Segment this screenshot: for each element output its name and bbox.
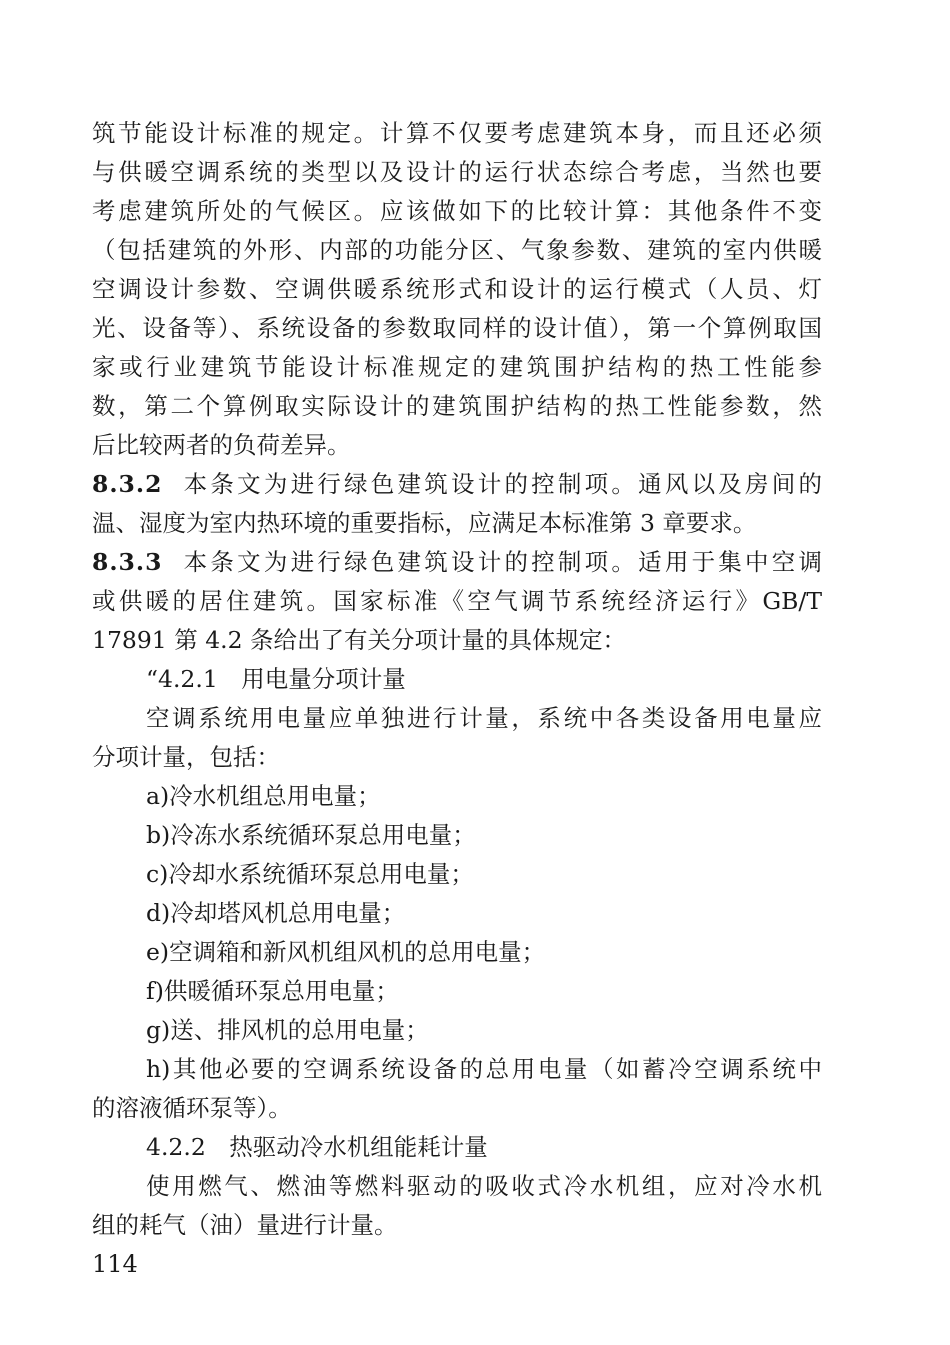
- list-item-continuation: 的溶液循环泵等）。: [92, 1094, 292, 1122]
- text-line: 温、湿度为室内热环境的重要指标，应满足本标准第 3 章要求。: [92, 509, 757, 537]
- clause-number: 8.3.2: [92, 470, 163, 498]
- quote-heading-4-2-2: 4.2.2 热驱动冷水机组能耗计量: [146, 1133, 488, 1161]
- text-line: 筑节能设计标准的规定。计算不仅要考虑建筑本身，而且还必须: [92, 119, 822, 147]
- text-line: 组的耗气（油）量进行计量。: [92, 1211, 398, 1239]
- text-line: 空调设计参数、空调供暖系统形式和设计的运行模式（人员、灯: [92, 275, 822, 303]
- text-line: 空调系统用电量应单独进行计量，系统中各类设备用电量应: [146, 704, 822, 732]
- text-line: 与供暖空调系统的类型以及设计的运行状态综合考虑，当然也要: [92, 158, 822, 186]
- text-line: 使用燃气、燃油等燃料驱动的吸收式冷水机组，应对冷水机: [146, 1172, 822, 1200]
- text-line: 光、设备等）、系统设备的参数取同样的设计值），第一个算例取国: [92, 314, 822, 342]
- text-line: 后比较两者的负荷差异。: [92, 431, 351, 459]
- quote-heading-4-2-1: “4.2.1 用电量分项计量: [146, 665, 406, 693]
- list-item: c)冷却水系统循环泵总用电量；: [146, 860, 474, 888]
- text-line: 本条文为进行绿色建筑设计的控制项。通风以及房间的: [180, 470, 822, 498]
- text-line: 17891 第 4.2 条给出了有关分项计量的具体规定：: [92, 626, 627, 654]
- text-line: 或供暖的居住建筑。国家标准《空气调节系统经济运行》GB/T: [92, 587, 822, 615]
- text-line: 数，第二个算例取实际设计的建筑围护结构的热工性能参数，然: [92, 392, 822, 420]
- list-item: a)冷水机组总用电量；: [146, 782, 381, 810]
- clause-8-3-2: [92, 465, 822, 504]
- list-item: b)冷冻水系统循环泵总用电量；: [146, 821, 476, 849]
- list-item: h)其他必要的空调系统设备的总用电量（如蓄冷空调系统中: [146, 1055, 822, 1083]
- list-item: f)供暖循环泵总用电量；: [146, 977, 399, 1005]
- list-item: e)空调箱和新风机组风机的总用电量；: [146, 938, 546, 966]
- clause-8-3-3: [92, 543, 822, 582]
- clause-number: 8.3.3: [92, 548, 163, 576]
- text-line: 家或行业建筑节能设计标准规定的建筑围护结构的热工性能参: [92, 353, 822, 381]
- list-item: d)冷却塔风机总用电量；: [146, 899, 406, 927]
- text-line: 分项计量，包括：: [92, 743, 280, 771]
- text-line: 本条文为进行绿色建筑设计的控制项。适用于集中空调: [180, 548, 822, 576]
- list-item: g)送、排风机的总用电量；: [146, 1016, 429, 1044]
- text-line: 考虑建筑所处的气候区。应该做如下的比较计算：其他条件不变: [92, 197, 822, 225]
- text-line: （包括建筑的外形、内部的功能分区、气象参数、建筑的室内供暖: [92, 236, 822, 264]
- page-number: 114: [92, 1250, 138, 1278]
